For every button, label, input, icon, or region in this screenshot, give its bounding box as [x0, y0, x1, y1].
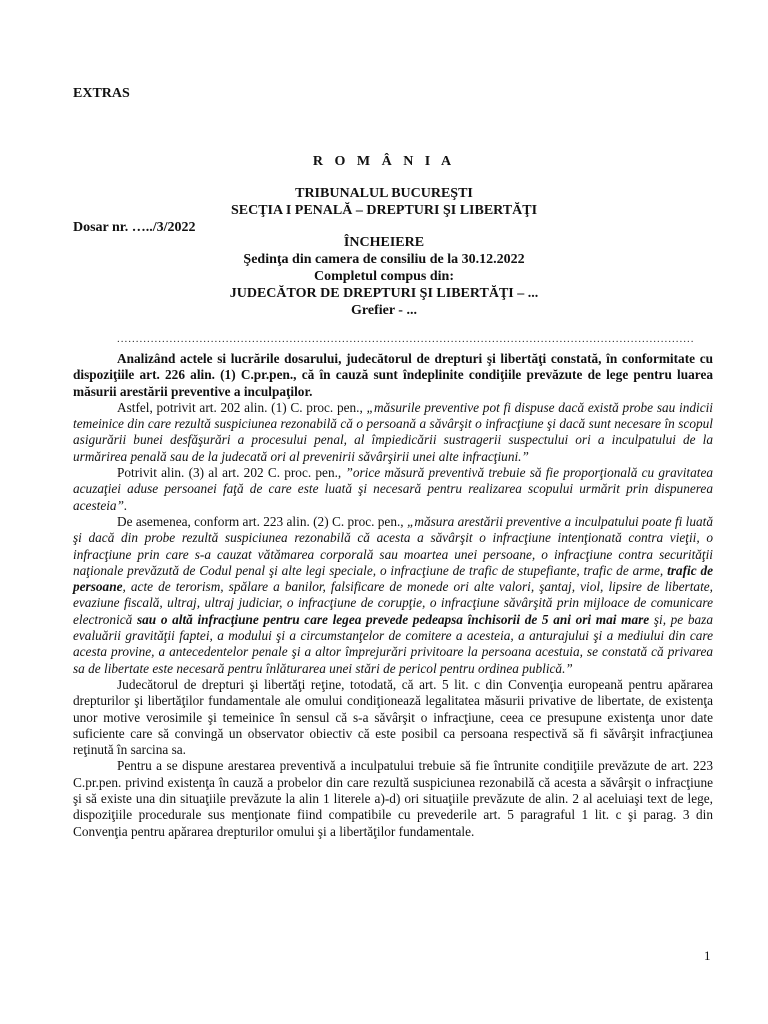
- extras-label: EXTRAS: [73, 86, 130, 101]
- paragraph-1: Analizând actele si lucrările dosarului, judecătorul de drepturi şi libertăţi constată, în conformitate cu dispoziţiile art. 226 alin. (1) C.pr.pen., că în cauză sunt îndeplinite condiţiile prevăzute de lege pentru luarea măsurii arestării preventive a inculpaţilor.: [73, 351, 713, 399]
- paragraph-3: [73, 465, 713, 514]
- court-name: TRIBUNALUL BUCUREŞTI: [295, 186, 473, 201]
- section-name: SECŢIA I PENALĂ – DREPTURI ŞI LIBERTĂŢI: [230, 203, 538, 218]
- document-type: ÎNCHEIERE: [343, 235, 425, 250]
- paragraph-6: Pentru a se dispune arestarea preventivă a inculpatului trebuie să fie întrunite condiţiile prevăzute de art. 223 C.pr.pen. privind existenţa în cauză a probelor din care rezultă suspiciunea rezonabilă că acesta a săvârşit o infracţiune şi să existe una din situaţiile prevăzute la alin 1 literele a)-d) ori situaţiile prevăzute de alin. 2 al aceluiaşi text de lege, dispoziţiile procedurale sus menţionate fiind compatibile cu prevederile art. 5 paragraful 1 lit. c şi parag. 3 din Convenţia pentru apărarea drepturilor omului şi a libertăţilor fundamentale.: [73, 758, 713, 839]
- paragraph-2: [73, 400, 713, 465]
- country-heading: R O M Â N I A: [312, 154, 456, 169]
- judge-line: JUDECĂTOR DE DREPTURI ŞI LIBERTĂŢI – ...: [229, 286, 539, 301]
- paragraph-4-intro: De asemenea, conform art. 223 alin. (2) C. proc. pen.,: [117, 513, 407, 529]
- file-number: Dosar nr. …../3/2022: [73, 220, 196, 235]
- paragraph-4-quote-cont: , acte de terorism, spălare a banilor, falsificare de monede ori alte valori, şantaj, viol, lipsire de libertate, evaziune fiscală, ultraj, ultraj judiciar, o infracţiune de corupţie, o infracţiune săvârşită prin mijloace de comunicare electronică: [73, 579, 713, 627]
- paragraph-4: [73, 514, 713, 677]
- paragraph-3-intro: Potrivit alin. (3) al art. 202 C. proc. pen.,: [117, 465, 346, 481]
- page-number: 1: [704, 948, 711, 963]
- paragraph-5: Judecătorul de drepturi şi libertăţi reţine, totodată, că art. 5 lit. c din Convenţia europeană pentru apărarea drepturilor şi libertăţilor fundamentale ale omului condiţionează legalitatea măsurii privative de libertate, de existenţa unor motive verosimile şi temeinice în sensul că s-a săvârşit o infracţiune, ceea ce presupune existenţa unor date suficiente care să convingă un observator obiectiv că este posibil ca persoana respectivă să fi săvârşit infracţiunea reţinută în sarcina sa.: [73, 676, 713, 758]
- document-body: [73, 351, 713, 840]
- panel-line: Completul compus din:: [313, 269, 455, 284]
- document-heading: [0, 234, 768, 319]
- session-line: Şedinţa din camera de consiliu de la 30.12.2022: [243, 252, 525, 267]
- paragraph-3-quote: ”orice măsură preventivă trebuie să fie proporţională cu gravitatea acuzaţiei aduse persoanei faţă de care este luată şi necesară pentru realizarea scopului urmărit prin dispunerea acesteia”.: [73, 465, 713, 513]
- clerk-line: Grefier - ...: [351, 303, 417, 318]
- paragraph-4-quote-end: şi, pe baza evaluării gravităţii faptei, a modului şi a circumstanţelor de comitere a acesteia, a anturajului şi a mediului din care acesta provine, a antecedentelor penale şi a altor împrejurări privitoare la persoana acestuia, se constată că privarea sa de libertate este necesară pentru înlăturarea unei stări de pericol pentru ordinea publică.”: [73, 611, 713, 676]
- paragraph-4-quote: „măsura arestării preventive a inculpatului poate fi luată şi dacă din probe rezultă suspiciunea rezonabilă că acesta a săvârşit o infracţiune intenţionată contra vieţii, o infracţiune prin care s-a cauzat vătămarea corporală sau moartea unei persoane, o infracţiune contra securităţii naţionale prevăzută de Codul penal şi alte legi speciale, o infracţiune de trafic de stupefiante, trafic de arme,: [73, 513, 713, 578]
- paragraph-4-emphasis-1: trafic de persoane: [73, 562, 713, 595]
- paragraph-2-intro: Astfel, potrivit art. 202 alin. (1) C. proc. pen.,: [117, 399, 367, 415]
- paragraph-2-quote: „măsurile preventive pot fi dispuse dacă există probe sau indicii temeinice din care rezultă suspiciunea rezonabilă că o persoană a săvârşit o infracţiune şi dacă sunt necesare în scopul asigurării bunei desfăşurări a procesului penal, al împiedicării sustragerii suspectului ori a inculpatului de la urmărirea penală sau de la judecată ori al prevenirii săvârşirii unei alte infracţiuni.”: [73, 399, 713, 464]
- separator-line: ..........................................................................................................................................................: [117, 333, 695, 345]
- court-heading: [0, 185, 768, 219]
- paragraph-4-emphasis-2: sau o altă infracţiune pentru care legea prevede pedeapsa închisorii de 5 ani ori mai mare: [136, 611, 650, 627]
